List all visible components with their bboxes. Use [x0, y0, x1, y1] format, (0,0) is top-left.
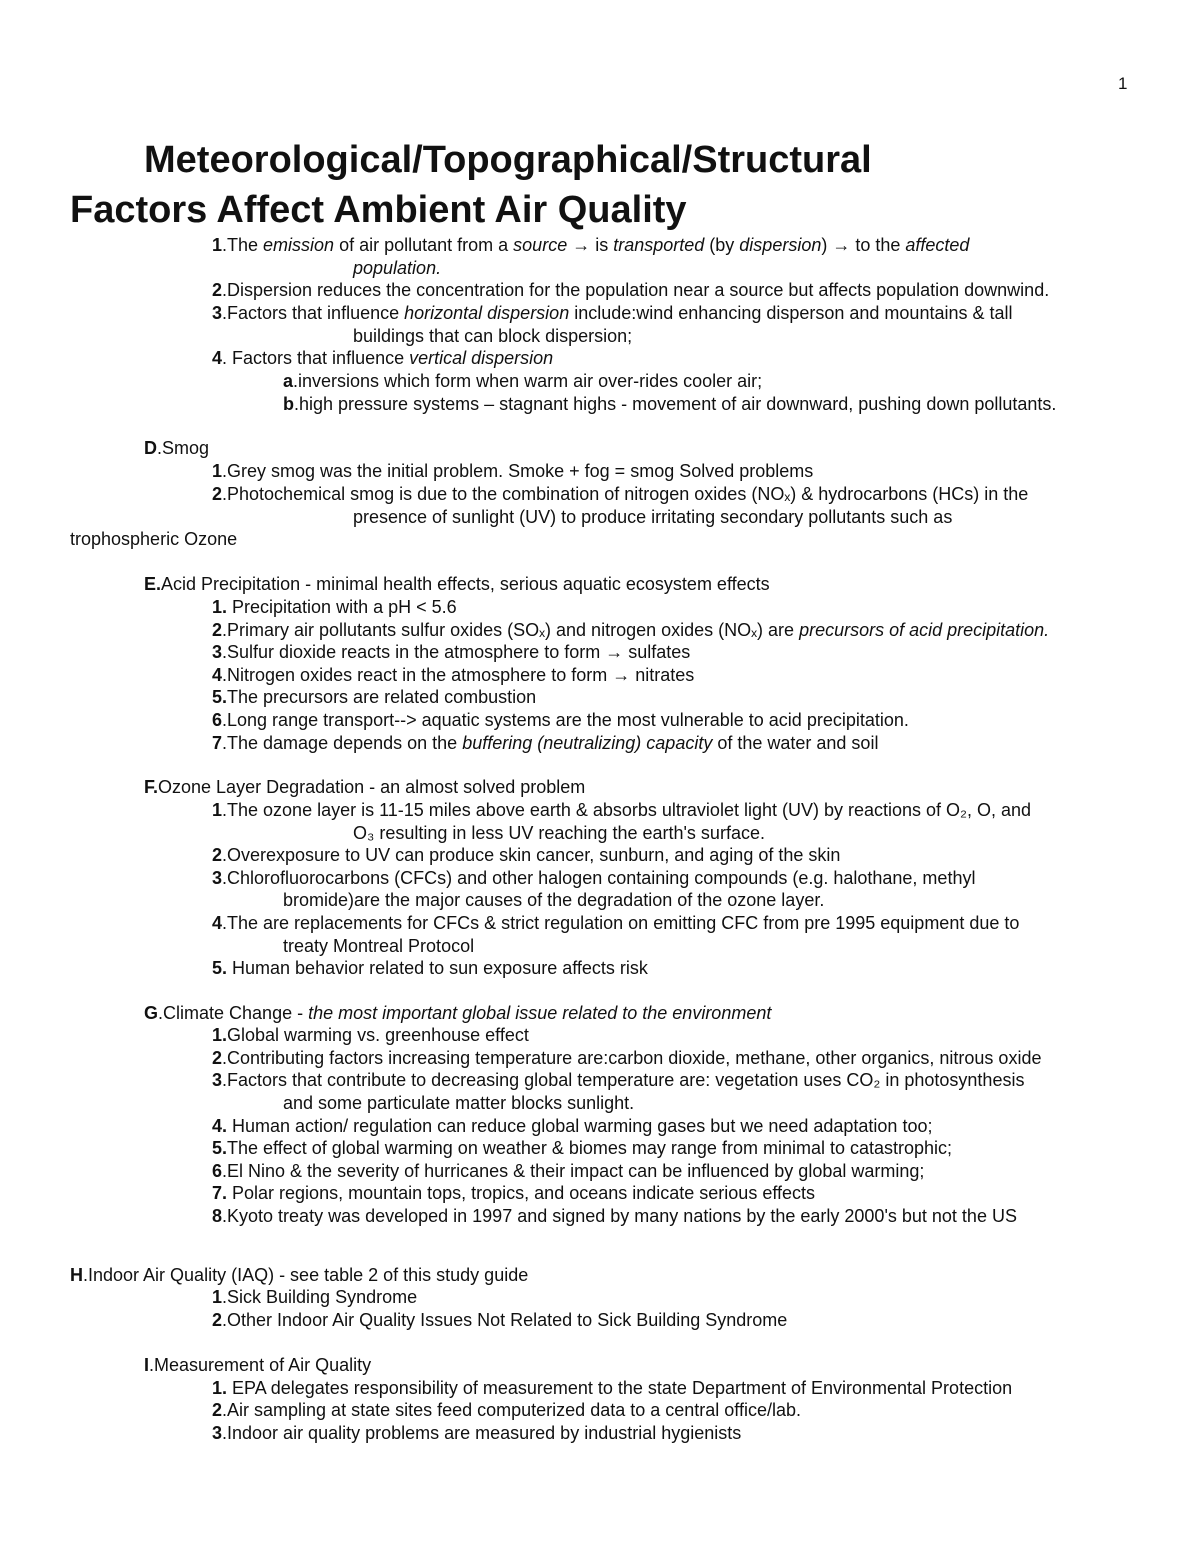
list-item: 7. Polar regions, mountain tops, tropics, and oceans indicate serious effects	[212, 1183, 816, 1203]
list-item: 6.Long range transport--> aquatic systems are the most vulnerable to acid precipitation.	[212, 710, 909, 730]
page-title-line2: Factors Affect Ambient Air Quality	[70, 189, 687, 231]
list-item: 6.El Nino & the severity of hurricanes & their impact can be influenced by global warming;	[212, 1161, 925, 1181]
list-item: 1.Global warming vs. greenhouse effect	[212, 1025, 529, 1045]
list-item: 1.Grey smog was the initial problem. Smoke + fog = smog Solved problems	[212, 461, 814, 481]
page-title-line1: Meteorological/Topographical/Structural	[144, 139, 872, 181]
list-item-continuation: population.	[353, 258, 442, 278]
sub-list-item: a.inversions which form when warm air over-rides cooler air;	[283, 371, 763, 391]
list-item: 2.Other Indoor Air Quality Issues Not Related to Sick Building Syndrome	[212, 1310, 788, 1330]
section-heading-ozone: F.Ozone Layer Degradation - an almost solved problem	[144, 777, 586, 797]
list-item-continuation: and some particulate matter blocks sunlight.	[283, 1093, 635, 1113]
list-item-continuation: O₃ resulting in less UV reaching the earth's surface.	[353, 823, 765, 843]
list-item: 4.Nitrogen oxides react in the atmosphere to form → nitrates	[212, 665, 695, 685]
list-item: 2.Photochemical smog is due to the combination of nitrogen oxides (NOₓ) & hydrocarbons (HCs) in the	[212, 484, 1029, 504]
list-item: 1. Precipitation with a pH < 5.6	[212, 597, 457, 617]
list-item-continuation: trophospheric Ozone	[70, 529, 238, 549]
list-item: 5.The effect of global warming on weather & biomes may range from minimal to catastrophic;	[212, 1138, 953, 1158]
list-item: 2.Contributing factors increasing temperature are:carbon dioxide, methane, other organics, nitrous oxide	[212, 1048, 1042, 1068]
list-item-continuation: buildings that can block dispersion;	[353, 326, 633, 346]
list-item: 1.Sick Building Syndrome	[212, 1287, 418, 1307]
list-item: 5. Human behavior related to sun exposure affects risk	[212, 958, 648, 978]
list-item: 3.Factors that influence horizontal dispersion include:wind enhancing disperson and mountains & tall	[212, 303, 1013, 323]
sub-list-item: b.high pressure systems – stagnant highs - movement of air downward, pushing down pollutants.	[283, 394, 1057, 414]
list-item: 2.Air sampling at state sites feed computerized data to a central office/lab.	[212, 1400, 801, 1420]
list-item: 1.The ozone layer is 11-15 miles above earth & absorbs ultraviolet light (UV) by reactions of O₂, O, and	[212, 800, 1032, 820]
list-item: 3.Factors that contribute to decreasing global temperature are: vegetation uses CO₂ in photosynthesis	[212, 1070, 1025, 1090]
list-item: 1.The emission of air pollutant from a source → is transported (by dispersion) → to the affected	[212, 235, 970, 255]
list-item: 2.Dispersion reduces the concentration for the population near a source but affects population downwind.	[212, 280, 1050, 300]
list-item: 4.The are replacements for CFCs & strict regulation on emitting CFC from pre 1995 equipment due to	[212, 913, 1020, 933]
list-item: 4. Human action/ regulation can reduce global warming gases but we need adaptation too;	[212, 1116, 933, 1136]
section-heading-smog: D.Smog	[144, 438, 210, 458]
list-item-continuation: presence of sunlight (UV) to produce irritating secondary pollutants such as	[353, 507, 953, 527]
list-item: 8.Kyoto treaty was developed in 1997 and signed by many nations by the early 2000's but not the US	[212, 1206, 1017, 1226]
list-item: 5.The precursors are related combustion	[212, 687, 537, 707]
list-item: 7.The damage depends on the buffering (neutralizing) capacity of the water and soil	[212, 733, 879, 753]
section-heading-acid: E.Acid Precipitation - minimal health effects, serious aquatic ecosystem effects	[144, 574, 770, 594]
section-heading-indoor: H.Indoor Air Quality (IAQ) - see table 2 of this study guide	[70, 1265, 529, 1285]
page-number: 1	[1118, 74, 1128, 93]
list-item-continuation: bromide)are the major causes of the degradation of the ozone layer.	[283, 890, 825, 910]
list-item: 3.Chlorofluorocarbons (CFCs) and other halogen containing compounds (e.g. halothane, methyl	[212, 868, 976, 888]
list-item: 4. Factors that influence vertical dispersion	[212, 348, 554, 368]
list-item-continuation: treaty Montreal Protocol	[283, 936, 475, 956]
section-heading-measurement: I.Measurement of Air Quality	[144, 1355, 372, 1375]
list-item: 1. EPA delegates responsibility of measurement to the state Department of Environmental Protection	[212, 1378, 1013, 1398]
list-item: 3.Sulfur dioxide reacts in the atmosphere to form → sulfates	[212, 642, 691, 662]
list-item: 3.Indoor air quality problems are measured by industrial hygienists	[212, 1423, 742, 1443]
section-heading-climate: G.Climate Change - the most important global issue related to the environment	[144, 1003, 772, 1023]
list-item: 2.Primary air pollutants sulfur oxides (SOₓ) and nitrogen oxides (NOₓ) are precursors of acid precipitation.	[212, 620, 1050, 640]
list-item: 2.Overexposure to UV can produce skin cancer, sunburn, and aging of the skin	[212, 845, 841, 865]
